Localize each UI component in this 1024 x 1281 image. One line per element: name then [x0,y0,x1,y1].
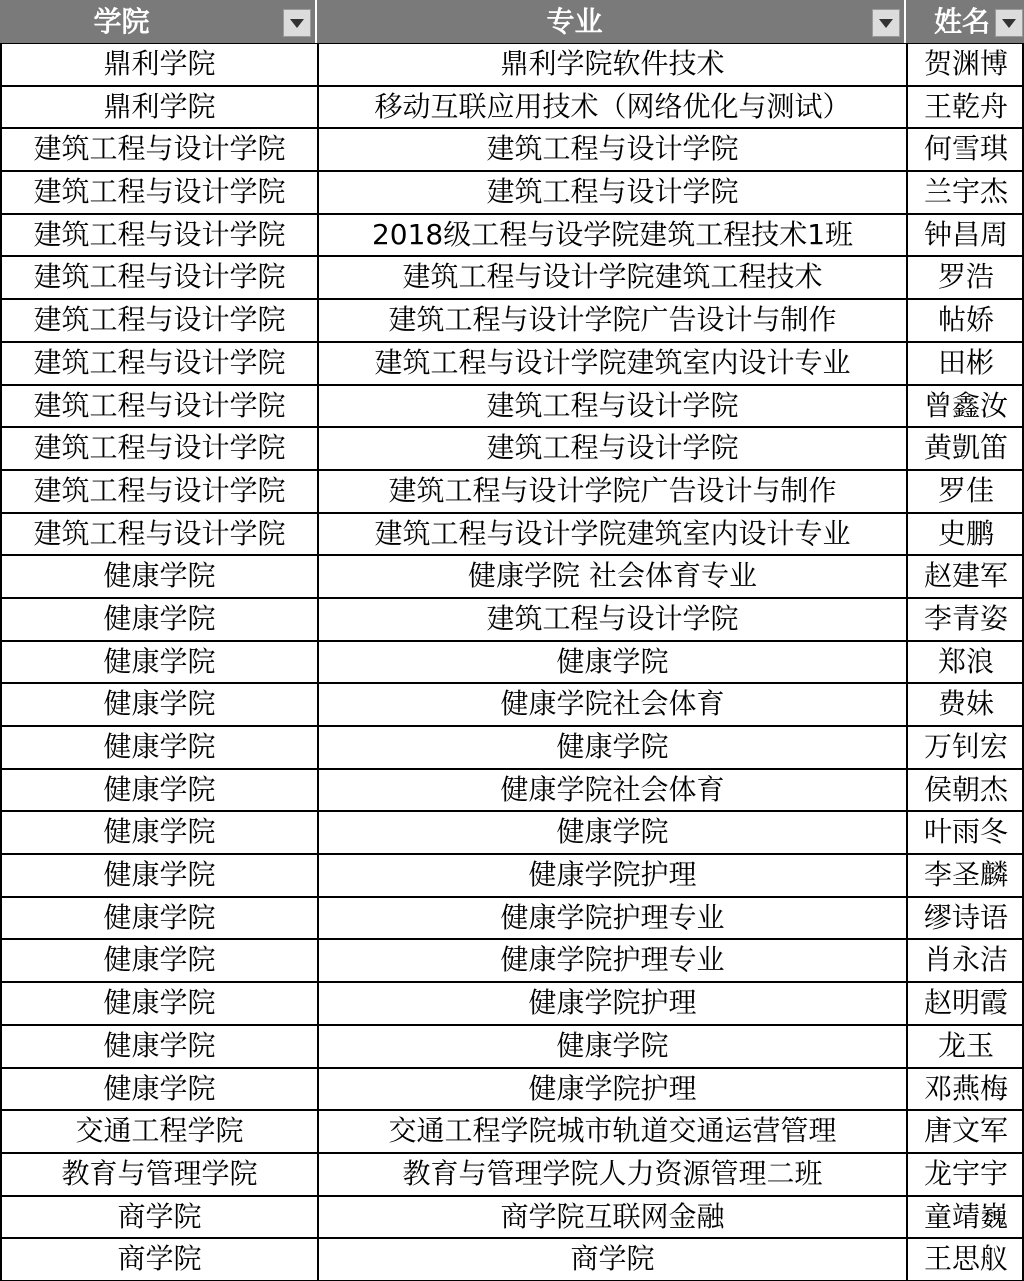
major-cell[interactable]: 建筑工程与设计学院建筑室内设计专业 [317,514,906,555]
major-cell[interactable]: 鼎利学院软件技术 [317,44,906,85]
college-cell[interactable]: 建筑工程与设计学院 [0,471,317,512]
major-cell[interactable]: 建筑工程与设计学院 [317,428,906,469]
major-cell[interactable]: 2018级工程与设学院建筑工程技术1班 [317,215,906,256]
table-row [0,770,1024,813]
college-cell[interactable]: 健康学院 [0,898,317,939]
college-cell[interactable]: 建筑工程与设计学院 [0,215,317,256]
name-cell[interactable]: 李青姿 [906,599,1024,640]
major-cell[interactable]: 建筑工程与设计学院 [317,172,906,213]
college-cell[interactable]: 建筑工程与设计学院 [0,257,317,298]
header-name-label: 姓名 [934,5,991,38]
name-cell[interactable]: 黄凱笛 [906,428,1024,469]
table-row [0,855,1024,898]
major-cell[interactable]: 健康学院 [317,727,906,768]
table-row [0,471,1024,514]
major-cell[interactable]: 建筑工程与设计学院广告设计与制作 [317,300,906,341]
data-grid [0,43,1024,1281]
name-cell[interactable]: 赵建军 [906,556,1024,597]
major-cell[interactable]: 建筑工程与设计学院建筑工程技术 [317,257,906,298]
major-cell[interactable]: 移动互联应用技术（网络优化与测试） [317,87,906,128]
college-cell[interactable]: 健康学院 [0,940,317,981]
name-cell[interactable]: 曾鑫汝 [906,386,1024,427]
college-cell[interactable]: 健康学院 [0,556,317,597]
name-cell[interactable]: 龙玉 [906,1026,1024,1067]
college-filter-button[interactable] [283,9,311,37]
major-cell[interactable]: 健康学院护理专业 [317,898,906,939]
college-cell[interactable]: 健康学院 [0,642,317,683]
table-row [0,386,1024,429]
college-cell[interactable]: 建筑工程与设计学院 [0,386,317,427]
table-row [0,129,1024,172]
table-row [0,940,1024,983]
major-cell[interactable]: 健康学院社会体育 [317,684,906,725]
college-cell[interactable]: 建筑工程与设计学院 [0,428,317,469]
college-cell[interactable]: 健康学院 [0,812,317,853]
name-cell[interactable]: 何雪琪 [906,129,1024,170]
college-cell[interactable]: 健康学院 [0,684,317,725]
college-cell[interactable]: 健康学院 [0,770,317,811]
name-cell[interactable]: 肖永洁 [906,940,1024,981]
major-filter-button[interactable] [872,9,900,37]
name-cell[interactable]: 王乾舟 [906,87,1024,128]
college-cell[interactable]: 健康学院 [0,727,317,768]
header-college-label: 学院 [93,5,150,38]
table-row [0,684,1024,727]
table-row [0,1026,1024,1069]
table-row [0,514,1024,557]
table-row [0,215,1024,258]
header-major-label: 专业 [546,5,603,38]
table-row [0,1111,1024,1154]
name-cell[interactable]: 万钊宏 [906,727,1024,768]
major-cell[interactable]: 健康学院 社会体育专业 [317,556,906,597]
name-cell[interactable]: 赵明霞 [906,983,1024,1024]
college-cell[interactable]: 健康学院 [0,855,317,896]
table-row [0,257,1024,300]
major-cell[interactable]: 建筑工程与设计学院 [317,386,906,427]
name-cell[interactable]: 童靖巍 [906,1197,1024,1238]
table-row [0,1239,1024,1281]
major-cell[interactable]: 建筑工程与设计学院 [317,599,906,640]
college-cell[interactable]: 交通工程学院 [0,1111,317,1152]
table-row [0,1197,1024,1240]
major-cell[interactable]: 健康学院护理专业 [317,940,906,981]
header-row [0,0,1024,43]
table-row [0,642,1024,685]
table-row [0,983,1024,1026]
name-cell[interactable]: 侯朝杰 [906,770,1024,811]
table-row [0,556,1024,599]
major-cell[interactable]: 健康学院 [317,812,906,853]
name-cell[interactable]: 郑浪 [906,642,1024,683]
college-cell[interactable]: 健康学院 [0,1026,317,1067]
college-cell[interactable]: 教育与管理学院 [0,1154,317,1195]
dropdown-arrow-icon [1002,19,1016,28]
major-cell[interactable]: 健康学院 [317,1026,906,1067]
major-cell[interactable]: 教育与管理学院人力资源管理二班 [317,1154,906,1195]
major-cell[interactable]: 交通工程学院城市轨道交通运营管理 [317,1111,906,1152]
table-row [0,300,1024,343]
name-cell[interactable]: 龙宇宇 [906,1154,1024,1195]
college-cell[interactable]: 鼎利学院 [0,87,317,128]
name-cell[interactable]: 田彬 [906,343,1024,384]
name-cell[interactable]: 帖娇 [906,300,1024,341]
name-cell[interactable]: 邓燕梅 [906,1069,1024,1110]
table-row [0,343,1024,386]
major-cell[interactable]: 建筑工程与设计学院 [317,129,906,170]
name-cell[interactable]: 贺渊博 [906,44,1024,85]
name-cell[interactable]: 缪诗语 [906,898,1024,939]
college-cell[interactable]: 鼎利学院 [0,44,317,85]
table-row [0,727,1024,770]
name-cell[interactable]: 罗浩 [906,257,1024,298]
name-cell[interactable]: 钟昌周 [906,215,1024,256]
college-cell[interactable]: 建筑工程与设计学院 [0,129,317,170]
college-cell[interactable]: 商学院 [0,1197,317,1238]
name-cell[interactable]: 兰宇杰 [906,172,1024,213]
name-cell[interactable]: 李圣麟 [906,855,1024,896]
college-cell[interactable]: 商学院 [0,1239,317,1280]
name-cell[interactable]: 史鹏 [906,514,1024,555]
name-cell[interactable]: 王思舣 [906,1239,1024,1280]
header-college[interactable] [0,0,317,43]
major-cell[interactable]: 健康学院护理 [317,1069,906,1110]
name-cell[interactable]: 叶雨冬 [906,812,1024,853]
college-cell[interactable]: 建筑工程与设计学院 [0,514,317,555]
college-cell[interactable]: 建筑工程与设计学院 [0,172,317,213]
table-row [0,898,1024,941]
major-cell[interactable]: 健康学院社会体育 [317,770,906,811]
name-cell[interactable]: 费妹 [906,684,1024,725]
table-row [0,1069,1024,1112]
dropdown-arrow-icon [290,19,304,28]
college-cell[interactable]: 健康学院 [0,1069,317,1110]
major-cell[interactable]: 建筑工程与设计学院广告设计与制作 [317,471,906,512]
name-cell[interactable]: 唐文军 [906,1111,1024,1152]
college-cell[interactable]: 健康学院 [0,983,317,1024]
college-cell[interactable]: 建筑工程与设计学院 [0,300,317,341]
major-cell[interactable]: 健康学院护理 [317,983,906,1024]
table-row [0,812,1024,855]
table-row [0,428,1024,471]
table-row [0,172,1024,215]
college-cell[interactable]: 健康学院 [0,599,317,640]
name-cell[interactable]: 罗佳 [906,471,1024,512]
table-row [0,599,1024,642]
header-name[interactable] [906,0,1024,43]
major-cell[interactable]: 商学院 [317,1239,906,1280]
major-cell[interactable]: 健康学院 [317,642,906,683]
table-row [0,87,1024,130]
major-cell[interactable]: 商学院互联网金融 [317,1197,906,1238]
college-cell[interactable]: 建筑工程与设计学院 [0,343,317,384]
header-major[interactable] [317,0,906,43]
table-row [0,1154,1024,1197]
major-cell[interactable]: 健康学院护理 [317,855,906,896]
table-row [0,44,1024,87]
name-filter-button[interactable] [995,9,1023,37]
major-cell[interactable]: 建筑工程与设计学院建筑室内设计专业 [317,343,906,384]
dropdown-arrow-icon [879,19,893,28]
